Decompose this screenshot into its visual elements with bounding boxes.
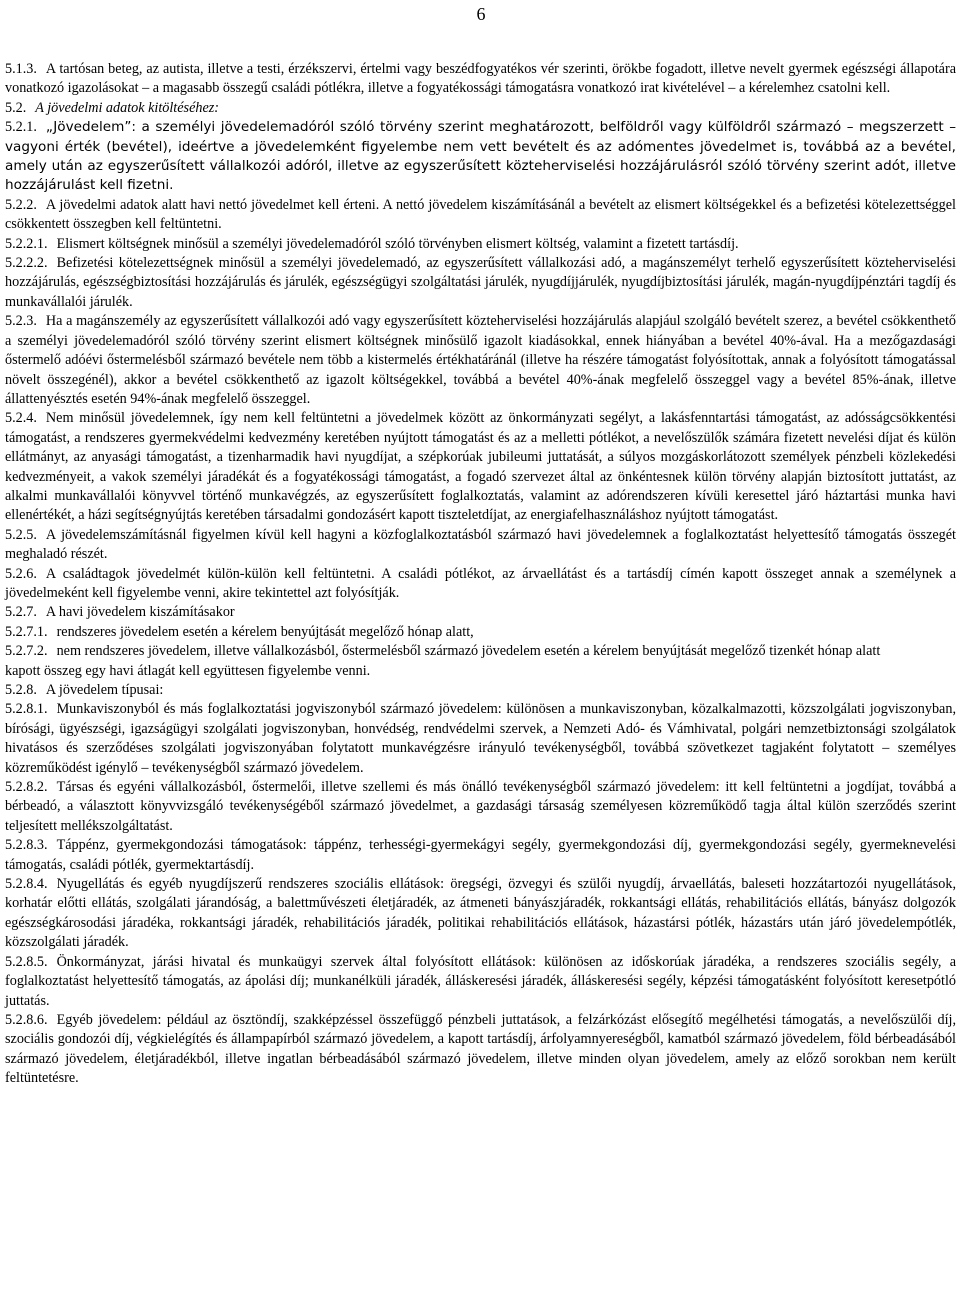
document-body bbox=[5, 60, 956, 1089]
paragraph-number: 5.2.7. bbox=[5, 604, 37, 621]
paragraph-number: 5.2.7.1. bbox=[5, 623, 48, 640]
paragraph-text: Munkaviszonyból és más foglalkoztatási jogviszonyból származó jövedelem: különösen a munkaviszonyban, közalkalmazotti, közszolgálati jogviszonyban, bírósági, ügyészségi, igazságügyi szolgálati jogviszonyban, honvédség, rendvédelmi szervek, a Nemzeti Adó- és Vámhivatal, polgári nemzetbiztonsági szolgálatok hivatásos és szerződéses szolgálati jogviszonyában folytatott munkavégzésre irányuló tevékenységből, továbbá szövetkezet tagjaként folytatott – személyes közreműködést igénylő – tevékenységből származó jövedelem. bbox=[5, 701, 956, 776]
paragraph-5-2-8-5 bbox=[5, 953, 956, 1011]
paragraph-text: rendszeres jövedelem esetén a kérelem benyújtását megelőző hónap alatt, bbox=[56, 623, 474, 640]
paragraph-number: 5.2.2.1. bbox=[5, 235, 48, 252]
paragraph-number: 5.2.3. bbox=[5, 313, 37, 330]
paragraph-text: Társas és egyéni vállalkozásból, őstermelői, illetve szellemi és más önálló tevékenységből származó jövedelem: itt kell feltüntetni a jogdíjat, továbbá a bérbeadó, a választott könyvvizsgáló tevékenységéből származó jövedelmet, a gazdasági társaság személyesen közreműködő tagja által külön szerződés szerint teljesített mellékszolgáltatást. bbox=[5, 779, 956, 834]
paragraph-text: Táppénz, gyermekgondozási támogatások: táppénz, terhességi-gyermekágyi segély, gyermekgondozási díj, gyermekgondozási segély, gyermeknevelési támogatás, családi pótlék, gyermektartásdíj. bbox=[5, 837, 956, 873]
paragraph-text: A tartósan beteg, az autista, illetve a testi, érzékszervi, értelmi vagy beszédfogyatékos vér szerinti, örökbe fogadott, illetve nevelt gyermek egészségi állapotára vonatkozó igazolásokat – a magasabb összegű családi pótlékra, illetve a fogyatékossági támogatásra vonatkozó irat kivételével – a kérelemhez csatolni kell. bbox=[5, 61, 956, 97]
paragraph-5-2-6 bbox=[5, 565, 956, 604]
paragraph-5-2-8-6 bbox=[5, 1011, 956, 1089]
paragraph-text: Egyéb jövedelem: például az ösztöndíj, szakképzéssel összefüggő pénzbeli juttatások, a felzárkózást elősegítő megélhetési támogatás, a nevelőszülői díj, szociális gondozói díj, végkielégítés és állampapírból származó jövedelem, a kapott tartásdíj, árfolyamnyereségből, kamatból származó jövedelem, föld bérbeadásából származó jövedelem, életjáradékból, illetve ingatlan bérbeadásából származó jövedelem, illetve minden olyan jövedelem, amely az előző sorokban nem került feltüntetésre. bbox=[5, 1011, 956, 1087]
paragraph-number: 5.2.8.3. bbox=[5, 837, 48, 854]
paragraph-number: 5.2.2. bbox=[5, 196, 37, 213]
paragraph-text: Elismert költségnek minősül a személyi jövedelemadóról szóló törvényben elismert költség, valamint a fizetett tartásdíj. bbox=[56, 235, 739, 252]
paragraph-text: A havi jövedelem kiszámításakor bbox=[45, 604, 235, 621]
paragraph-number: 5.2.2.2. bbox=[5, 255, 48, 272]
section-heading: A jövedelmi adatok kitöltéséhez: bbox=[35, 99, 220, 116]
paragraph-5-2-8 bbox=[5, 681, 956, 700]
paragraph-text: Ha a magánszemély az egyszerűsített vállalkozói adó vagy egyszerűsített közteherviselési hozzájárulás alapjául szolgáló bevételt szerez, a bevétel csökkenthető a személyi jövedelemadóról szóló törvény szerint elismert költségnek minősülő igazolt kiadásokkal, ennek hiányában a bevétel 40%-ával. Ha a mezőgazdasági őstermelő adóévi őstermelésből származó bevétele nem több a kistermelés értékhatáránál (illetve ha részére támogatást folyósítottak, annak a folyósított támogatással növelt összegénél), akkor a bevétel csökkenthető az igazolt költségekkel, továbbá a bevétel 40%-ának megfelelő összeggel vagy a bevétel 85%-ának, illetve állattenyésztés esetén 94%-ának megfelelő összeggel. bbox=[5, 313, 956, 407]
paragraph-5-2-2-1 bbox=[5, 235, 956, 254]
paragraph-text: „Jövedelem”: a személyi jövedelemadóról szóló törvény szerint meghatározott, belföldről vagy külföldről származó – megszerzett – vagyoni érték (bevétel), ideértve a jövedelemként figyelembe nem vett bevételt és az adómentes jövedelmet is, továbbá az a bevétel, amely után az egyszerűsített vállalkozói adóról, illetve az egyszerűsített közteherviselési hozzájárulásról szóló törvény szerint adót, illetve hozzájárulást kell fizetni. bbox=[5, 119, 956, 194]
paragraph-5-2-5 bbox=[5, 526, 956, 565]
paragraph-number: 5.2.6. bbox=[5, 565, 37, 582]
paragraph-text: Önkormányzat, járási hivatal és munkaügyi szervek által folyósított ellátások: különösen az időskorúak járadéka, a rendszeres szociális segély, a foglalkoztatást helyettesítő támogatás, az ápolási díj; munkanélküli járadék, álláskeresési járadék, álláskeresési segély, képzési támogatásként folyósított keresetpótló juttatás. bbox=[5, 953, 956, 1009]
paragraph-text: A jövedelemszámításnál figyelmen kívül kell hagyni a közfoglalkoztatásból származó havi jövedelemnek a foglalkoztatást helyettesítő támogatás összegét meghaladó részét. bbox=[5, 526, 956, 563]
paragraph-text: A jövedelem típusai: bbox=[45, 682, 164, 698]
paragraph-5-2-8-2 bbox=[5, 778, 956, 836]
paragraph-text: Befizetési kötelezettségnek minősül a személyi jövedelemadó, az egyszerűsített vállalkozási adó, a magánszemélyt terhelő egyszerűsített közteherviselési hozzájárulás, egészségbiztosítási hozzájárulás és járulék, egészségügyi szolgáltatási járulék, nyugdíjjárulék, nyugdíjbiztosítási járulék, magán-nyugdíjpénztári tagdíj és munkavállalói járulék. bbox=[5, 255, 956, 310]
paragraph-text: Nem minősül jövedelemnek, így nem kell feltüntetni a jövedelmek között az önkormányzati segélyt, a lakásfenntartási támogatást, az adósságcsökkentési támogatást, a rendszeres gyermekvédelmi kedvezmény keretében nyújtott támogatást és az a melletti pótlékot, a nevelőszülők számára fizetett nevelési díjat és külön ellátmányt, az anyasági támogatást, a tizenharmadik havi nyugdíjat, a szépkorúak jubileumi juttatását, a súlyos mozgáskorlátozott személyek pénzbeli közlekedési kedvezményeit, a vakok személyi járadékát és a fogyatékossági támogatást, a fogadó szervezet által az önkéntesnek külön törvény alapján biztosított juttatást, az alkalmi munkavállalói könyvvel történő munkavégzés, az egyszerűsített foglalkoztatás, valamint az adórendszeren kívüli keresettel járó háztartási munka havi ellenértékét, a házi segítségnyújtás keretében társadalmi gondozásért kapott tiszteletdíjat, az energiafelhasználáshoz nyújtott támogatást. bbox=[5, 410, 956, 524]
paragraph-5-2-7-2 bbox=[5, 642, 956, 661]
paragraph-number: 5.2.7.2. bbox=[5, 643, 48, 660]
paragraph-text: Nyugellátás és egyéb nyugdíjszerű rendszeres szociális ellátások: öregségi, özvegyi és szülői nyugdíj, árvaellátás, baleseti hozzátartozói nyugellátások, korhatár előtti ellátás, szolgálati járandóság, a balettművészeti életjáradék, az átmeneti bányászjáradék, rokkantsági ellátás, rehabilitációs ellátás, bányász dolgozók egészségkárosodási járadéka, rokkantsági járadék, rehabilitációs járadék, politikai rehabilitációs ellátások, házastársi pótlék, házastárs után járó jövedelempótlék, közszolgálati járadék. bbox=[5, 876, 956, 951]
paragraph-text: A családtagok jövedelmét külön-külön kell feltüntetni. A családi pótlékot, az árvaellátást és a tartásdíj címén kapott összeget annak a személynek a jövedelmeként kell figyelembe venni, akire tekintettel azt folyósítják. bbox=[5, 565, 956, 601]
paragraph-number: 5.2.8.5. bbox=[5, 953, 48, 970]
paragraph-number: 5.2.4. bbox=[5, 410, 37, 427]
paragraph-number: 5.2.8.1. bbox=[5, 701, 48, 718]
paragraph-5-2-2 bbox=[5, 196, 956, 235]
page-number: 6 bbox=[476, 4, 486, 24]
paragraph-continuation bbox=[5, 662, 956, 681]
paragraph-5-2-8-1 bbox=[5, 700, 956, 778]
paragraph-number: 5.2.8. bbox=[5, 682, 37, 698]
paragraph-5-2-7-1 bbox=[5, 623, 956, 642]
paragraph-number: 5.2.5. bbox=[5, 526, 37, 543]
paragraph-number: 5.2.1. bbox=[5, 119, 37, 136]
paragraph-5-2-8-3 bbox=[5, 836, 956, 875]
paragraph-5-2-2-2 bbox=[5, 254, 956, 312]
paragraph-text: A jövedelmi adatok alatt havi nettó jövedelmet kell érteni. A nettó jövedelem kiszámításánál a bevételt az elismert költségekkel és a befizetési kötelezettséggel csökkentett összegben kell feltüntetni. bbox=[5, 196, 956, 233]
paragraph-number: 5.1.3. bbox=[5, 61, 37, 77]
paragraph-5-2-8-4 bbox=[5, 875, 956, 953]
paragraph-5-2-1 bbox=[5, 118, 956, 196]
paragraph-text: nem rendszeres jövedelem, illetve vállalkozásból, őstermelésből származó jövedelem esetén a kérelem benyújtását megelőző tizenkét hónap alatt bbox=[56, 643, 881, 660]
paragraph-5-2-7 bbox=[5, 603, 956, 622]
paragraph-number: 5.2. bbox=[5, 99, 27, 116]
paragraph-number: 5.2.8.2. bbox=[5, 779, 48, 796]
paragraph-text: kapott összeg egy havi átlagát kell együttesen figyelembe venni. bbox=[5, 662, 371, 679]
paragraph-5-2-4 bbox=[5, 409, 956, 525]
paragraph-number: 5.2.8.4. bbox=[5, 876, 48, 893]
paragraph-5-2-3 bbox=[5, 312, 956, 409]
paragraph-5-2 bbox=[5, 99, 956, 118]
paragraph-number: 5.2.8.6. bbox=[5, 1011, 48, 1028]
paragraph-5-1-3 bbox=[5, 60, 956, 99]
